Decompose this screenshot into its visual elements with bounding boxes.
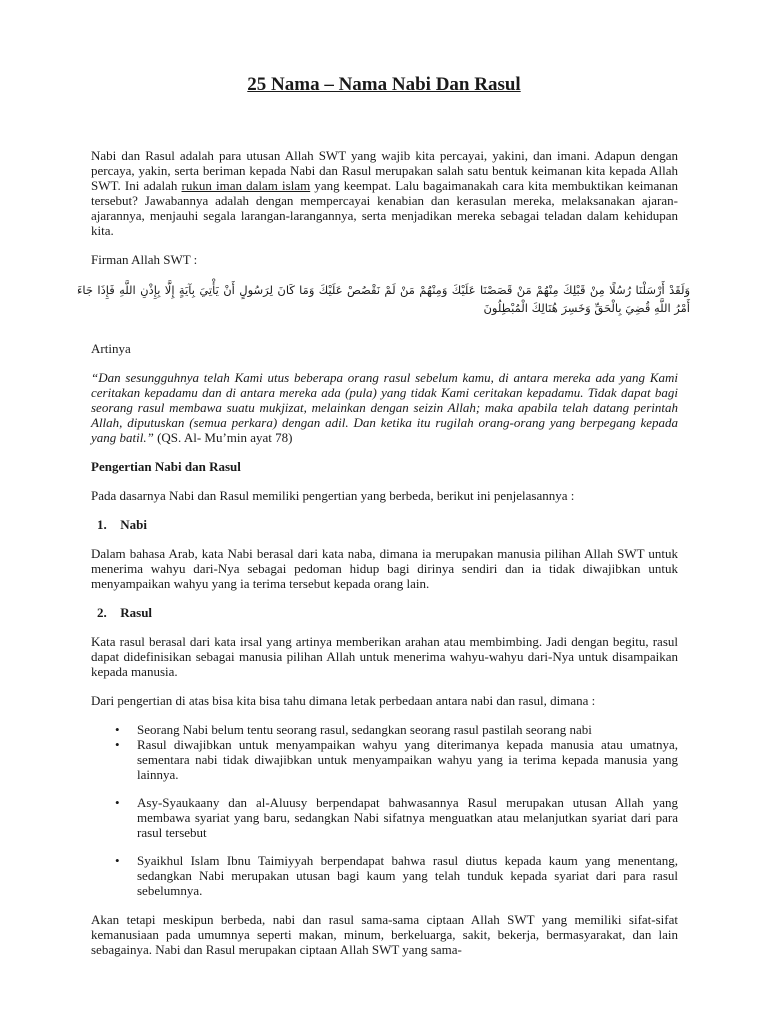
difference-intro: Dari pengertian di atas bisa kita bisa tahu dimana letak perbedaan antara nabi dan rasul, dimana : [91,693,596,708]
rukun-iman-link[interactable]: rukun iman dalam islam [181,178,311,193]
translation-citation: (QS. Al- Mu’min ayat 78) [153,430,293,445]
rasul-paragraph: Kata rasul berasal dari kata irsal yang artinya memberikan arahan atau membimbing. Jadi dengan begitu, rasul dapat didefinisikan sebagai manusia pilihan Allah untuk menerima wahyu-wahyu dari-Nya untuk disampaikan kepada manusia. [91,634,678,679]
nabi-heading-label: Nabi [120,517,147,532]
nabi-paragraph: Dalam bahasa Arab, kata Nabi berasal dari kata naba, dimana ia merupakan manusia pilihan Allah SWT untuk menerima wahyu dari-Nya sebagai pedoman hidup bagi dirinya sendiri dan ia tidak diwajibkan untuk menyampaikan wahyu yang ia terima tersebut kepada orang lain. [91,546,678,591]
list-item [91,853,678,898]
document-title: 25 Nama – Nama Nabi Dan Rasul [247,74,521,95]
bullet-icon: • [115,722,120,737]
bullet-icon: • [115,737,120,752]
section-heading: Pengertian Nabi dan Rasul [91,459,241,474]
translation-quote [91,370,678,445]
list-item [91,737,678,782]
nabi-number: 1. [97,517,107,532]
arabic-verse: وَلَقَدْ أَرْسَلْنَا رُسُلًا مِنْ قَبْلِكَ مِنْهُمْ مَنْ قَصَصْنَا عَلَيْكَ وَمِنْهُمْ مَنْ لَمْ نَقْصُصْ عَلَيْكَ وَمَا كَانَ لِرَسُولٍ أَنْ يَأْتِيَ بِآيَةٍ إِلَّا بِإِذْنِ اللَّهِ فَإِذَا جَاءَ أَمْرُ اللَّهِ قُضِيَ بِالْحَقِّ وَخَسِرَ هُنَالِكَ الْمُبْطِلُونَ [77,283,690,315]
rasul-heading [91,605,678,620]
artinya-label: Artinya [91,341,131,356]
intro-text: Nabi dan Rasul adalah para utusan Allah SWT yang wajib kita percayai, yakini, dan imani. Adapun dengan percaya, yakin, serta beriman kepada Nabi dan Rasul merupakan salah satu bentuk keimanan kita kepada Allah SWT. Ini adalah [91,148,678,193]
translation-text: “Dan sesungguhnya telah Kami utus beberapa orang rasul sebelum kamu, di antara mereka ada yang Kami ceritakan kepadamu dan di antara mereka ada (pula) yang tidak Kami ceritakan kepadamu. Tidak dapat bagi seorang rasul membawa suatu mukjizat, melainkan dengan seizin Allah; maka apabila telah datang perintah Allah, diputuskan (semua perkara) dengan adil. Dan ketika itu rugilah orang-orang yang berpegang kepada yang batil.” [91,370,678,445]
list-item-text: Rasul diwajibkan untuk menyampaikan wahyu yang diterimanya kepada manusia atau umatnya, sementara nabi tidak diwajibkan untuk menyampaikan wahyu yang ia terima kepada manusia yang lainnya. [137,737,678,782]
firman-label: Firman Allah SWT : [91,252,198,267]
nabi-heading [91,517,678,532]
list-item-text: Asy-Syaukaany dan al-Aluusy berpendapat bahwasannya Rasul merupakan utusan Allah yang membawa syariat yang baru, sedangkan Nabi sifatnya menguatkan atau melanjutkan syariat dari para rasul tersebut [137,795,678,840]
rasul-number: 2. [97,605,107,620]
difference-list [91,722,678,898]
list-item-text: Syaikhul Islam Ibnu Taimiyyah berpendapat bahwa rasul diutus kepada kaum yang menentang, sedangkan Nabi merupakan utusan bagi kaum yang telah tunduk kepada syariat dari para rasul sebelumnya. [137,853,678,898]
list-item [91,722,678,737]
intro-paragraph [91,148,678,238]
intro-text-cont: yang keempat. Lalu bagaimanakah cara kita membuktikan keimanan tersebut? Jawabannya adalah dengan mempercayai kenabian dan kerasulan mereka, melaksanakan ajaran-ajarannya, menjauhi segala larangan-larangannya, serta menjadikan mereka sebagai teladan dalam kehidupan kita. [91,178,678,238]
rasul-heading-label: Rasul [120,605,153,620]
list-item [91,795,678,840]
section-intro: Pada dasarnya Nabi dan Rasul memiliki pengertian yang berbeda, berikut ini penjelasannya : [91,488,575,503]
bullet-icon: • [115,853,120,868]
closing-paragraph: Akan tetapi meskipun berbeda, nabi dan rasul sama-sama ciptaan Allah SWT yang memiliki sifat-sifat kemanusiaan pada umumnya seperti makan, minum, berkeluarga, sakit, bekerja, bermasyarakat, dan lain sebagainya. Nabi dan Rasul merupakan ciptaan Allah SWT yang sama- [91,912,678,957]
document-body [77,148,690,971]
bullet-icon: • [115,795,120,810]
list-item-text: Seorang Nabi belum tentu seorang rasul, sedangkan seorang rasul pastilah seorang nabi [137,722,592,737]
